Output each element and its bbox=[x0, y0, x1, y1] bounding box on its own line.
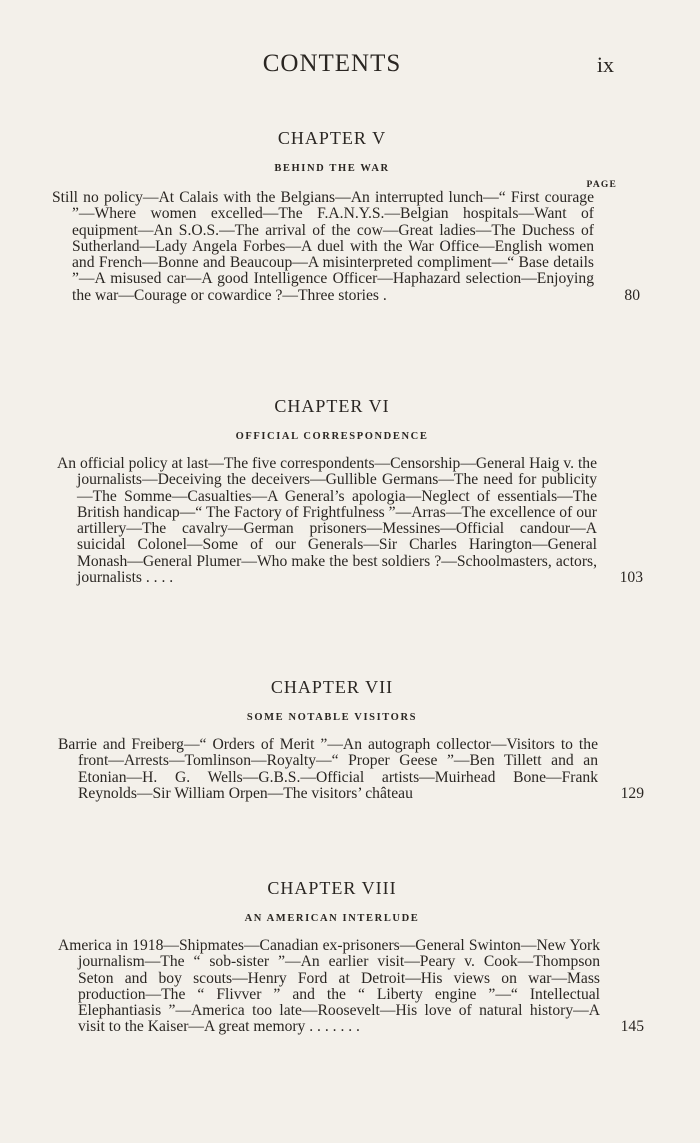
chapter-subtitle: SOME NOTABLE VISITORS bbox=[246, 712, 418, 723]
chapter-page-number: 145 bbox=[620, 1018, 644, 1036]
page-column-label: PAGE bbox=[586, 180, 617, 190]
running-head bbox=[0, 48, 700, 82]
chapter-summary-text: An official policy at last—The five correspondents—Censorship—General Haig v. the journalists—Deceiving the deceivers—Gullible Germans—The need for publicity—The Somme—Casualties—A General’s apologia—Neglect of essentials—The British handicap—“ The Factory of Frightfulness ”—Arras—The excellence of our artillery—The cavalry—German prisoners—Messines—Official candour—A suicidal Colonel—Some of our Generals—Sir Charles Harington—General Monash—General Plumer—Who make the best soldiers ?—Schoolmasters, actors, journalists . . . . bbox=[57, 455, 598, 587]
chapter-summary bbox=[57, 455, 643, 587]
chapter-summary bbox=[58, 937, 644, 1036]
chapter-vi bbox=[0, 396, 700, 586]
chapter-title: CHAPTER VII bbox=[270, 677, 394, 697]
page-folio: ix bbox=[596, 52, 614, 77]
chapter-title: CHAPTER VI bbox=[274, 396, 390, 416]
chapter-page-number: 129 bbox=[620, 784, 644, 802]
chapter-subtitle: AN AMERICAN INTERLUDE bbox=[244, 913, 420, 924]
chapter-summary-text: America in 1918—Shipmates—Canadian ex-prisoners—General Swinton—New York journalism—The “ sob-sister ”—An earlier visit—Peary v. Cook—Thompson Seton and boy scouts—Henry Ford at Detroit—His views on war—Mass production—The “ Flivver ” and the “ Liberty engine ”—“ Intellectual Elephantiasis ”—America too late—Roosevelt—His love of natural history—A visit to the Kaiser—A great memory . . . . . . . bbox=[58, 937, 600, 1036]
chapter-title: CHAPTER VIII bbox=[267, 878, 397, 898]
chapter-page-number: 80 bbox=[624, 286, 640, 304]
chapter-summary-text: Barrie and Freiberg—“ Orders of Merit ”—An autograph collector—Visitors to the front—Arrests—Tomlinson—Royalty—“ Proper Geese ”—Ben Tillett and an Etonian—H. G. Wells—G.B.S.—Official artists—Muirhead Bone—Frank Reynolds—Sir William Orpen—The visitors’ château bbox=[58, 736, 598, 802]
chapter-summary bbox=[52, 189, 640, 304]
chapter-vii bbox=[0, 677, 700, 802]
chapter-summary bbox=[58, 736, 644, 802]
chapter-summary-text: Still no policy—At Calais with the Belgians—An interrupted lunch—“ First courage ”—Where women excelled—The F.A.N.Y.S.—Belgian hospitals—Want of equipment—An S.O.S.—The arrival of the cow—Great ladies—The Duchess of Sutherland—Lady Angela Forbes—A duel with the War Office—English women and French—Bonne and Beaucoup—A misinterpreted compliment—“ Base details ”—A misused car—A good Intelligence Officer—Haphazard selection—Enjoying the war—Courage or cowardice ?—Three stories . bbox=[52, 189, 594, 304]
chapter-viii bbox=[0, 878, 700, 1036]
chapter-title: CHAPTER V bbox=[277, 128, 387, 148]
chapter-page-number: 103 bbox=[619, 569, 643, 587]
chapter-subtitle: OFFICIAL CORRESPONDENCE bbox=[235, 431, 429, 442]
page-title: CONTENTS bbox=[262, 50, 402, 77]
chapter-v bbox=[0, 128, 700, 304]
chapter-subtitle: BEHIND THE WAR bbox=[274, 163, 390, 174]
